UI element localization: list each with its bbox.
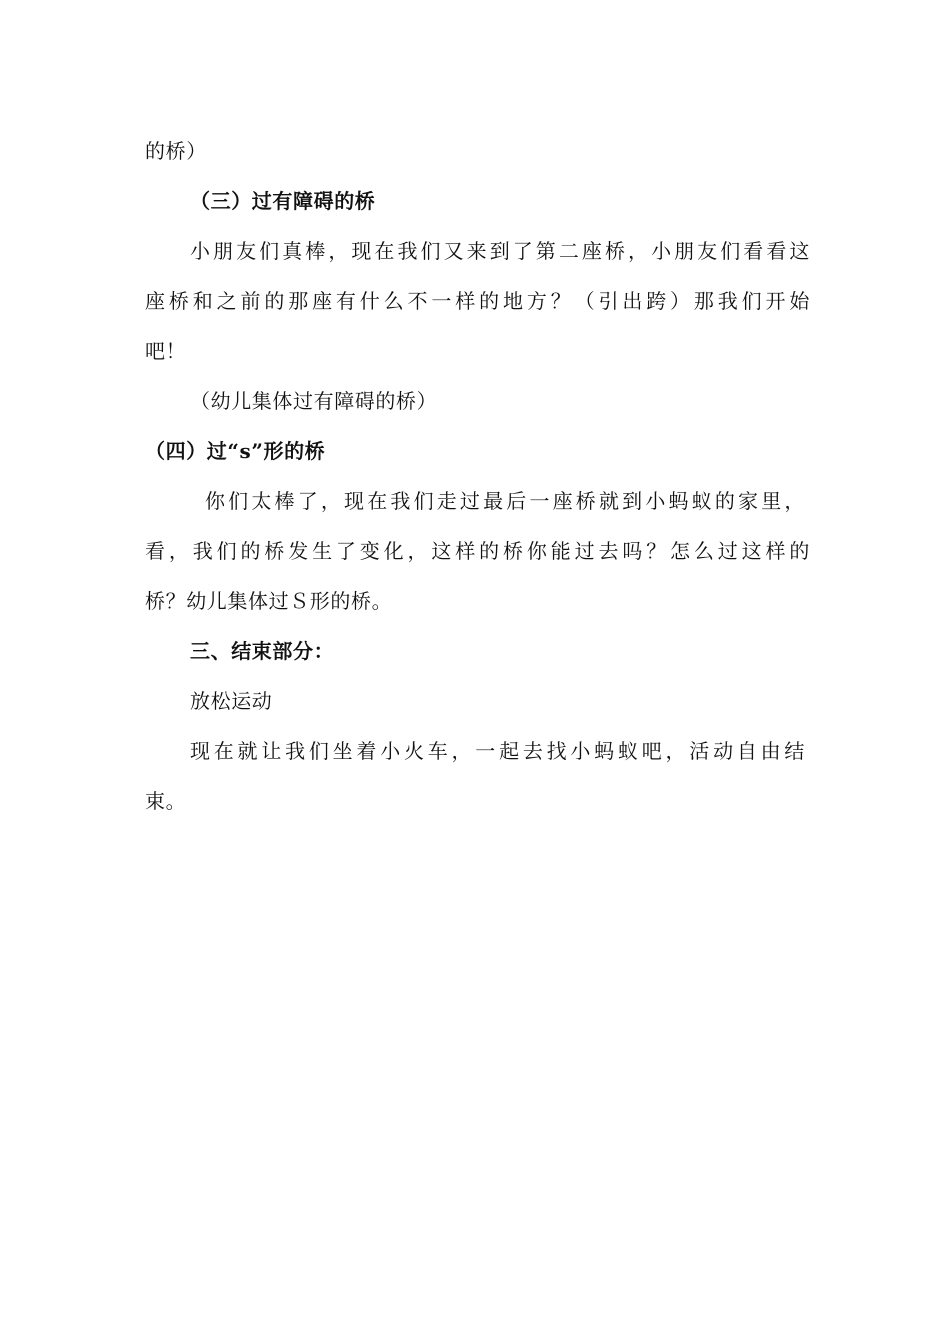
- paragraph-line: 座桥和之前的那座有什么不一样的地方？（引出跨）那我们开始: [145, 289, 810, 313]
- paragraph-line: 小朋友们真棒，现在我们又来到了第二座桥，小朋友们看看这: [190, 239, 810, 263]
- paragraph-line: 现在就让我们坐着小火车，一起去找小蚂蚁吧，活动自由结: [190, 739, 805, 763]
- paragraph-line: 吧！: [145, 339, 187, 363]
- paragraph-line: （幼儿集体过有障碍的桥）: [190, 389, 438, 413]
- paragraph-line: 放松运动: [190, 689, 273, 713]
- paragraph-line: 束。: [145, 789, 187, 813]
- section-heading: （三）过有障碍的桥: [190, 189, 376, 213]
- paragraph-line: 的桥）: [145, 139, 207, 163]
- section-heading: 三、结束部分：: [190, 639, 335, 663]
- paragraph-line: 你们太棒了，现在我们走过最后一座桥就到小蚂蚁的家里，: [205, 489, 805, 513]
- section-heading: （四）过“s”形的桥: [145, 439, 326, 463]
- paragraph-line: 看，我们的桥发生了变化，这样的桥你能过去吗？怎么过这样的: [145, 539, 810, 563]
- paragraph-line: 桥？幼儿集体过Ｓ形的桥。: [145, 589, 393, 613]
